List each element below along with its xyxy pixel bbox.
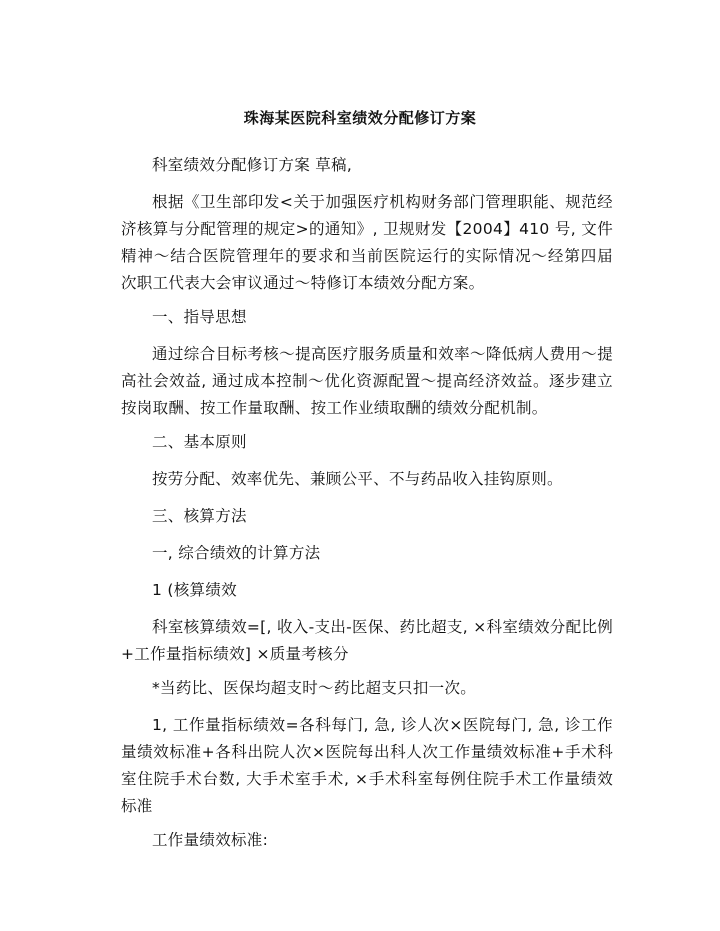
paragraph-guiding-ideology: 通过综合目标考核～提高医疗服务质量和效率～降低病人费用～提高社会效益, 通过成本控制～优化资源配置～提高经济效益。逐步建立按岗取酬、按工作量取酬、按工作业绩取酬的绩效分配机制。 [121,345,613,417]
document-body [121,152,613,864]
paragraph-performance-formula: 科室核算绩效=[, 收入-支出-医保、药比超支, ×科室绩效分配比例+工作量指标绩效] ×质量考核分 [121,618,613,663]
heading-guiding-ideology: 一、指导思想 [152,308,247,326]
paragraph-basic-principles: 按劳分配、效率优先、兼顾公平、不与药品收入挂钩原则。 [152,470,563,488]
heading-basic-principles: 二、基本原则 [152,433,247,451]
heading-accounting-performance: 1 (核算绩效 [152,581,237,599]
document-title: 珠海某医院科室绩效分配修订方案 [243,109,477,127]
heading-accounting-method: 三、核算方法 [152,507,247,525]
paragraph-workload-formula: 1, 工作量指标绩效=各科每门, 急, 诊人次×医院每门, 急, 诊工作量绩效标准+各科出院人次×医院每出科人次工作量绩效标准+手术科室住院手术台数, 大手术室手术, ×手术科室每例住院手术工作量绩效标准 [121,716,613,815]
paragraph-basis: 根据《卫生部印发<关于加强医疗机构财务部门管理职能、规范经济核算与分配管理的规定>的通知》, 卫规财发【2004】410 号, 文件精神～结合医院管理年的要求和当前医院运行的实际情况～经第四届 次职工代表大会审议通过～特修订本绩效分配方案。 [121,193,613,292]
heading-comprehensive-performance: 一, 综合绩效的计算方法 [152,544,321,562]
paragraph-workload-standard: 工作量绩效标准: [152,831,269,849]
paragraph-overspend-note: *当药比、医保均超支时～药比超支只扣一次。 [152,679,477,697]
paragraph-draft-note: 科室绩效分配修订方案 草稿, [152,156,353,174]
